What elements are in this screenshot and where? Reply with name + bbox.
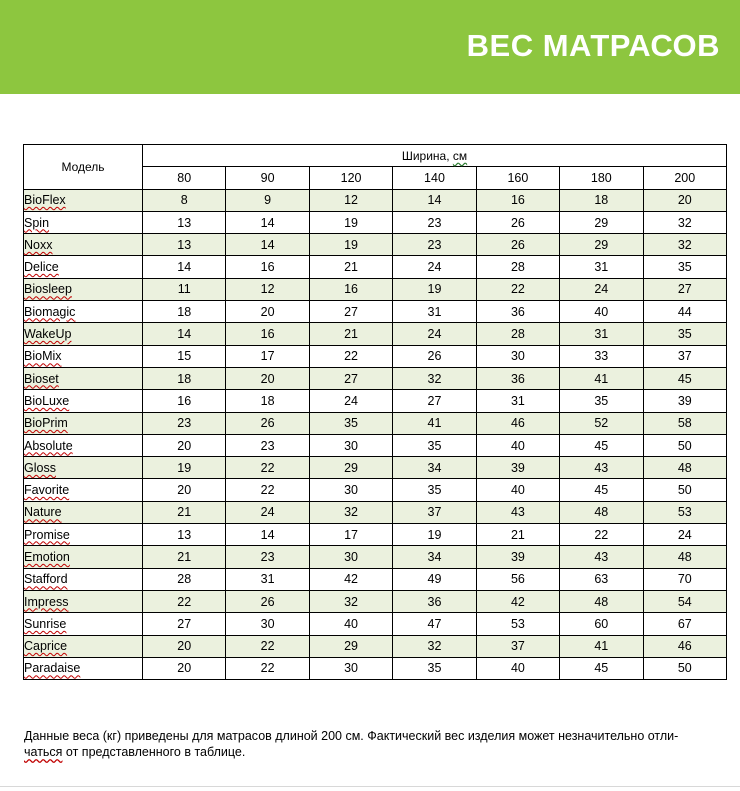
weight-value-cell: 24 bbox=[309, 390, 392, 412]
weight-value-cell: 15 bbox=[143, 345, 226, 367]
width-column-header: 180 bbox=[560, 167, 643, 189]
table-body bbox=[24, 189, 727, 680]
model-name: Biosleep bbox=[24, 282, 72, 297]
weight-value-cell: 18 bbox=[560, 189, 643, 211]
model-name: Delice bbox=[24, 260, 59, 275]
width-column-header: 200 bbox=[643, 167, 726, 189]
weight-value-cell: 32 bbox=[393, 367, 476, 389]
weight-value-cell: 14 bbox=[226, 524, 309, 546]
weight-value-cell: 9 bbox=[226, 189, 309, 211]
weight-value-cell: 30 bbox=[226, 613, 309, 635]
model-column-header: Модель bbox=[24, 145, 143, 190]
model-name-cell bbox=[24, 278, 143, 300]
weight-value-cell: 50 bbox=[643, 434, 726, 456]
weight-value-cell: 13 bbox=[143, 234, 226, 256]
weight-value-cell: 48 bbox=[643, 457, 726, 479]
weight-value-cell: 47 bbox=[393, 613, 476, 635]
weight-value-cell: 40 bbox=[560, 301, 643, 323]
weight-value-cell: 16 bbox=[226, 323, 309, 345]
weight-value-cell: 67 bbox=[643, 613, 726, 635]
table-row bbox=[24, 457, 727, 479]
weight-value-cell: 40 bbox=[309, 613, 392, 635]
weight-value-cell: 16 bbox=[476, 189, 559, 211]
weight-value-cell: 31 bbox=[476, 390, 559, 412]
weight-value-cell: 46 bbox=[476, 412, 559, 434]
weight-value-cell: 26 bbox=[476, 211, 559, 233]
weight-value-cell: 39 bbox=[643, 390, 726, 412]
weight-value-cell: 30 bbox=[309, 657, 392, 679]
model-name-cell bbox=[24, 434, 143, 456]
weight-value-cell: 18 bbox=[143, 367, 226, 389]
weight-value-cell: 45 bbox=[560, 657, 643, 679]
weight-value-cell: 52 bbox=[560, 412, 643, 434]
weight-value-cell: 17 bbox=[226, 345, 309, 367]
model-name: Gloss bbox=[24, 460, 56, 475]
weight-value-cell: 43 bbox=[560, 546, 643, 568]
model-name: Emotion bbox=[24, 549, 70, 564]
weight-value-cell: 22 bbox=[226, 457, 309, 479]
table-row bbox=[24, 211, 727, 233]
weight-value-cell: 30 bbox=[309, 479, 392, 501]
model-name: Noxx bbox=[24, 237, 53, 252]
weight-value-cell: 18 bbox=[143, 301, 226, 323]
weight-value-cell: 35 bbox=[643, 256, 726, 278]
weight-value-cell: 70 bbox=[643, 568, 726, 590]
width-group-header bbox=[143, 145, 727, 167]
weight-value-cell: 39 bbox=[476, 457, 559, 479]
model-name-cell bbox=[24, 234, 143, 256]
weight-value-cell: 26 bbox=[226, 412, 309, 434]
weight-value-cell: 20 bbox=[143, 657, 226, 679]
model-name: Spin bbox=[24, 215, 50, 230]
model-name: Nature bbox=[24, 505, 62, 520]
table-row bbox=[24, 657, 727, 679]
weight-value-cell: 58 bbox=[643, 412, 726, 434]
model-name: BioLuxe bbox=[24, 393, 70, 408]
weight-value-cell: 28 bbox=[476, 256, 559, 278]
weight-value-cell: 30 bbox=[309, 434, 392, 456]
weight-value-cell: 27 bbox=[393, 390, 476, 412]
weight-value-cell: 50 bbox=[643, 479, 726, 501]
weight-value-cell: 37 bbox=[643, 345, 726, 367]
model-name-cell bbox=[24, 323, 143, 345]
model-name-cell bbox=[24, 189, 143, 211]
weight-value-cell: 28 bbox=[476, 323, 559, 345]
footnote-line-2 bbox=[24, 744, 714, 760]
table-row bbox=[24, 613, 727, 635]
weight-value-cell: 27 bbox=[309, 301, 392, 323]
model-name-cell bbox=[24, 457, 143, 479]
weight-value-cell: 43 bbox=[476, 501, 559, 523]
weight-value-cell: 19 bbox=[393, 278, 476, 300]
weight-value-cell: 17 bbox=[309, 524, 392, 546]
weight-value-cell: 32 bbox=[643, 211, 726, 233]
table-row bbox=[24, 323, 727, 345]
model-name: BioFlex bbox=[24, 193, 66, 208]
weight-value-cell: 27 bbox=[309, 367, 392, 389]
weight-value-cell: 30 bbox=[476, 345, 559, 367]
model-name: Impress bbox=[24, 594, 69, 609]
weight-value-cell: 21 bbox=[309, 256, 392, 278]
weight-value-cell: 41 bbox=[560, 367, 643, 389]
header-bar bbox=[0, 0, 740, 94]
model-name: Stafford bbox=[24, 572, 68, 587]
model-name-cell bbox=[24, 301, 143, 323]
weight-value-cell: 36 bbox=[393, 590, 476, 612]
weight-value-cell: 35 bbox=[393, 657, 476, 679]
weight-value-cell: 50 bbox=[643, 657, 726, 679]
weight-value-cell: 48 bbox=[560, 590, 643, 612]
model-name: Caprice bbox=[24, 639, 68, 654]
weight-value-cell: 23 bbox=[143, 412, 226, 434]
model-name: Sunrise bbox=[24, 616, 67, 631]
bottom-divider bbox=[0, 786, 740, 787]
weight-value-cell: 28 bbox=[143, 568, 226, 590]
weight-value-cell: 40 bbox=[476, 434, 559, 456]
weight-value-cell: 31 bbox=[226, 568, 309, 590]
weight-value-cell: 24 bbox=[643, 524, 726, 546]
weight-value-cell: 27 bbox=[143, 613, 226, 635]
weight-value-cell: 22 bbox=[309, 345, 392, 367]
weight-value-cell: 26 bbox=[393, 345, 476, 367]
weight-value-cell: 39 bbox=[476, 546, 559, 568]
table-row bbox=[24, 412, 727, 434]
model-name-cell bbox=[24, 657, 143, 679]
table-row bbox=[24, 590, 727, 612]
table-row bbox=[24, 501, 727, 523]
weight-value-cell: 29 bbox=[560, 211, 643, 233]
model-name: Absolute bbox=[24, 438, 73, 453]
model-name-cell bbox=[24, 590, 143, 612]
weight-value-cell: 29 bbox=[309, 635, 392, 657]
model-name: Bioset bbox=[24, 371, 59, 386]
weight-value-cell: 32 bbox=[309, 590, 392, 612]
weight-value-cell: 12 bbox=[309, 189, 392, 211]
width-header-unit: см bbox=[452, 148, 468, 163]
weight-value-cell: 21 bbox=[143, 546, 226, 568]
model-name-cell bbox=[24, 546, 143, 568]
weight-value-cell: 35 bbox=[393, 479, 476, 501]
weight-value-cell: 56 bbox=[476, 568, 559, 590]
weight-value-cell: 22 bbox=[476, 278, 559, 300]
model-name: WakeUp bbox=[24, 327, 72, 342]
footnote bbox=[24, 728, 714, 760]
weight-value-cell: 48 bbox=[643, 546, 726, 568]
table-row bbox=[24, 278, 727, 300]
weight-value-cell: 31 bbox=[560, 323, 643, 345]
weight-value-cell: 32 bbox=[643, 234, 726, 256]
weight-value-cell: 20 bbox=[226, 367, 309, 389]
width-column-header: 90 bbox=[226, 167, 309, 189]
model-name-cell bbox=[24, 390, 143, 412]
footnote-hyphenated-word: чаться bbox=[24, 745, 63, 759]
model-name-cell bbox=[24, 524, 143, 546]
weight-value-cell: 20 bbox=[643, 189, 726, 211]
page-title: ВЕС МАТРАСОВ bbox=[466, 28, 720, 63]
weight-value-cell: 23 bbox=[393, 234, 476, 256]
model-name: Biomagic bbox=[24, 304, 76, 319]
weight-value-cell: 29 bbox=[560, 234, 643, 256]
weight-value-cell: 48 bbox=[560, 501, 643, 523]
weight-value-cell: 42 bbox=[309, 568, 392, 590]
weight-value-cell: 20 bbox=[226, 301, 309, 323]
weight-value-cell: 19 bbox=[143, 457, 226, 479]
weight-value-cell: 26 bbox=[226, 590, 309, 612]
weight-value-cell: 41 bbox=[560, 635, 643, 657]
weight-value-cell: 20 bbox=[143, 434, 226, 456]
weight-value-cell: 44 bbox=[643, 301, 726, 323]
weight-value-cell: 18 bbox=[226, 390, 309, 412]
weight-value-cell: 35 bbox=[643, 323, 726, 345]
weight-value-cell: 35 bbox=[393, 434, 476, 456]
weight-value-cell: 34 bbox=[393, 457, 476, 479]
weight-value-cell: 19 bbox=[309, 211, 392, 233]
weight-value-cell: 40 bbox=[476, 657, 559, 679]
table-row bbox=[24, 479, 727, 501]
model-name-cell bbox=[24, 635, 143, 657]
table-row bbox=[24, 256, 727, 278]
weight-value-cell: 45 bbox=[560, 434, 643, 456]
weight-value-cell: 22 bbox=[226, 657, 309, 679]
weight-value-cell: 14 bbox=[143, 323, 226, 345]
model-name-cell bbox=[24, 367, 143, 389]
weight-value-cell: 30 bbox=[309, 546, 392, 568]
table-row bbox=[24, 301, 727, 323]
model-name: Promise bbox=[24, 527, 70, 542]
weight-value-cell: 13 bbox=[143, 524, 226, 546]
table-row bbox=[24, 524, 727, 546]
model-name-cell bbox=[24, 501, 143, 523]
weight-value-cell: 34 bbox=[393, 546, 476, 568]
table-row bbox=[24, 234, 727, 256]
weight-value-cell: 13 bbox=[143, 211, 226, 233]
weight-value-cell: 45 bbox=[560, 479, 643, 501]
table-row bbox=[24, 568, 727, 590]
weight-value-cell: 14 bbox=[143, 256, 226, 278]
weight-value-cell: 26 bbox=[476, 234, 559, 256]
weight-value-cell: 36 bbox=[476, 301, 559, 323]
weight-value-cell: 54 bbox=[643, 590, 726, 612]
footnote-line-1: Данные веса (кг) приведены для матрасов длиной 200 см. Фактический вес изделия может незначительно отли- bbox=[24, 729, 679, 743]
weight-value-cell: 24 bbox=[393, 256, 476, 278]
model-name-cell bbox=[24, 256, 143, 278]
table-row bbox=[24, 390, 727, 412]
weight-value-cell: 60 bbox=[560, 613, 643, 635]
weight-value-cell: 19 bbox=[309, 234, 392, 256]
weight-value-cell: 35 bbox=[309, 412, 392, 434]
weight-value-cell: 63 bbox=[560, 568, 643, 590]
weight-value-cell: 16 bbox=[226, 256, 309, 278]
table-row bbox=[24, 345, 727, 367]
weight-value-cell: 29 bbox=[309, 457, 392, 479]
weight-value-cell: 23 bbox=[226, 546, 309, 568]
weight-value-cell: 32 bbox=[393, 635, 476, 657]
model-name: BioMix bbox=[24, 349, 62, 364]
weight-value-cell: 16 bbox=[143, 390, 226, 412]
weight-value-cell: 37 bbox=[393, 501, 476, 523]
weight-value-cell: 35 bbox=[560, 390, 643, 412]
weight-value-cell: 46 bbox=[643, 635, 726, 657]
weight-value-cell: 24 bbox=[393, 323, 476, 345]
weight-value-cell: 21 bbox=[143, 501, 226, 523]
model-name-cell bbox=[24, 568, 143, 590]
weight-value-cell: 20 bbox=[143, 479, 226, 501]
model-name: Favorite bbox=[24, 483, 70, 498]
weight-value-cell: 33 bbox=[560, 345, 643, 367]
table-row bbox=[24, 635, 727, 657]
table-row bbox=[24, 367, 727, 389]
model-name-cell bbox=[24, 211, 143, 233]
weight-value-cell: 22 bbox=[560, 524, 643, 546]
width-column-header: 160 bbox=[476, 167, 559, 189]
weight-value-cell: 14 bbox=[393, 189, 476, 211]
model-name-cell bbox=[24, 613, 143, 635]
width-column-header: 80 bbox=[143, 167, 226, 189]
weight-value-cell: 16 bbox=[309, 278, 392, 300]
model-name-cell bbox=[24, 345, 143, 367]
table-row bbox=[24, 189, 727, 211]
weight-value-cell: 53 bbox=[476, 613, 559, 635]
weight-value-cell: 21 bbox=[309, 323, 392, 345]
weight-value-cell: 36 bbox=[476, 367, 559, 389]
weight-value-cell: 21 bbox=[476, 524, 559, 546]
weight-value-cell: 37 bbox=[476, 635, 559, 657]
weight-value-cell: 19 bbox=[393, 524, 476, 546]
weight-value-cell: 20 bbox=[143, 635, 226, 657]
weight-value-cell: 14 bbox=[226, 234, 309, 256]
table-row bbox=[24, 546, 727, 568]
weight-value-cell: 23 bbox=[226, 434, 309, 456]
weight-value-cell: 53 bbox=[643, 501, 726, 523]
model-name-cell bbox=[24, 479, 143, 501]
width-column-header: 120 bbox=[309, 167, 392, 189]
weight-value-cell: 32 bbox=[309, 501, 392, 523]
weight-value-cell: 41 bbox=[393, 412, 476, 434]
weight-value-cell: 23 bbox=[393, 211, 476, 233]
weight-value-cell: 49 bbox=[393, 568, 476, 590]
weight-value-cell: 43 bbox=[560, 457, 643, 479]
model-name: BioPrim bbox=[24, 416, 68, 431]
weight-value-cell: 22 bbox=[143, 590, 226, 612]
weight-value-cell: 11 bbox=[143, 278, 226, 300]
footnote-line-2-rest: от представленного в таблице. bbox=[62, 745, 246, 759]
weight-value-cell: 31 bbox=[560, 256, 643, 278]
mattress-weight-table bbox=[23, 144, 727, 680]
weight-value-cell: 12 bbox=[226, 278, 309, 300]
table-row bbox=[24, 434, 727, 456]
weight-value-cell: 24 bbox=[560, 278, 643, 300]
width-column-header: 140 bbox=[393, 167, 476, 189]
weight-value-cell: 42 bbox=[476, 590, 559, 612]
weight-value-cell: 24 bbox=[226, 501, 309, 523]
weight-value-cell: 45 bbox=[643, 367, 726, 389]
model-name: Paradaise bbox=[24, 661, 81, 676]
weight-value-cell: 14 bbox=[226, 211, 309, 233]
weight-value-cell: 27 bbox=[643, 278, 726, 300]
width-header-text: Ширина, bbox=[401, 148, 453, 163]
weight-value-cell: 8 bbox=[143, 189, 226, 211]
weight-value-cell: 22 bbox=[226, 635, 309, 657]
model-name-cell bbox=[24, 412, 143, 434]
weight-value-cell: 31 bbox=[393, 301, 476, 323]
weight-value-cell: 40 bbox=[476, 479, 559, 501]
weight-value-cell: 22 bbox=[226, 479, 309, 501]
